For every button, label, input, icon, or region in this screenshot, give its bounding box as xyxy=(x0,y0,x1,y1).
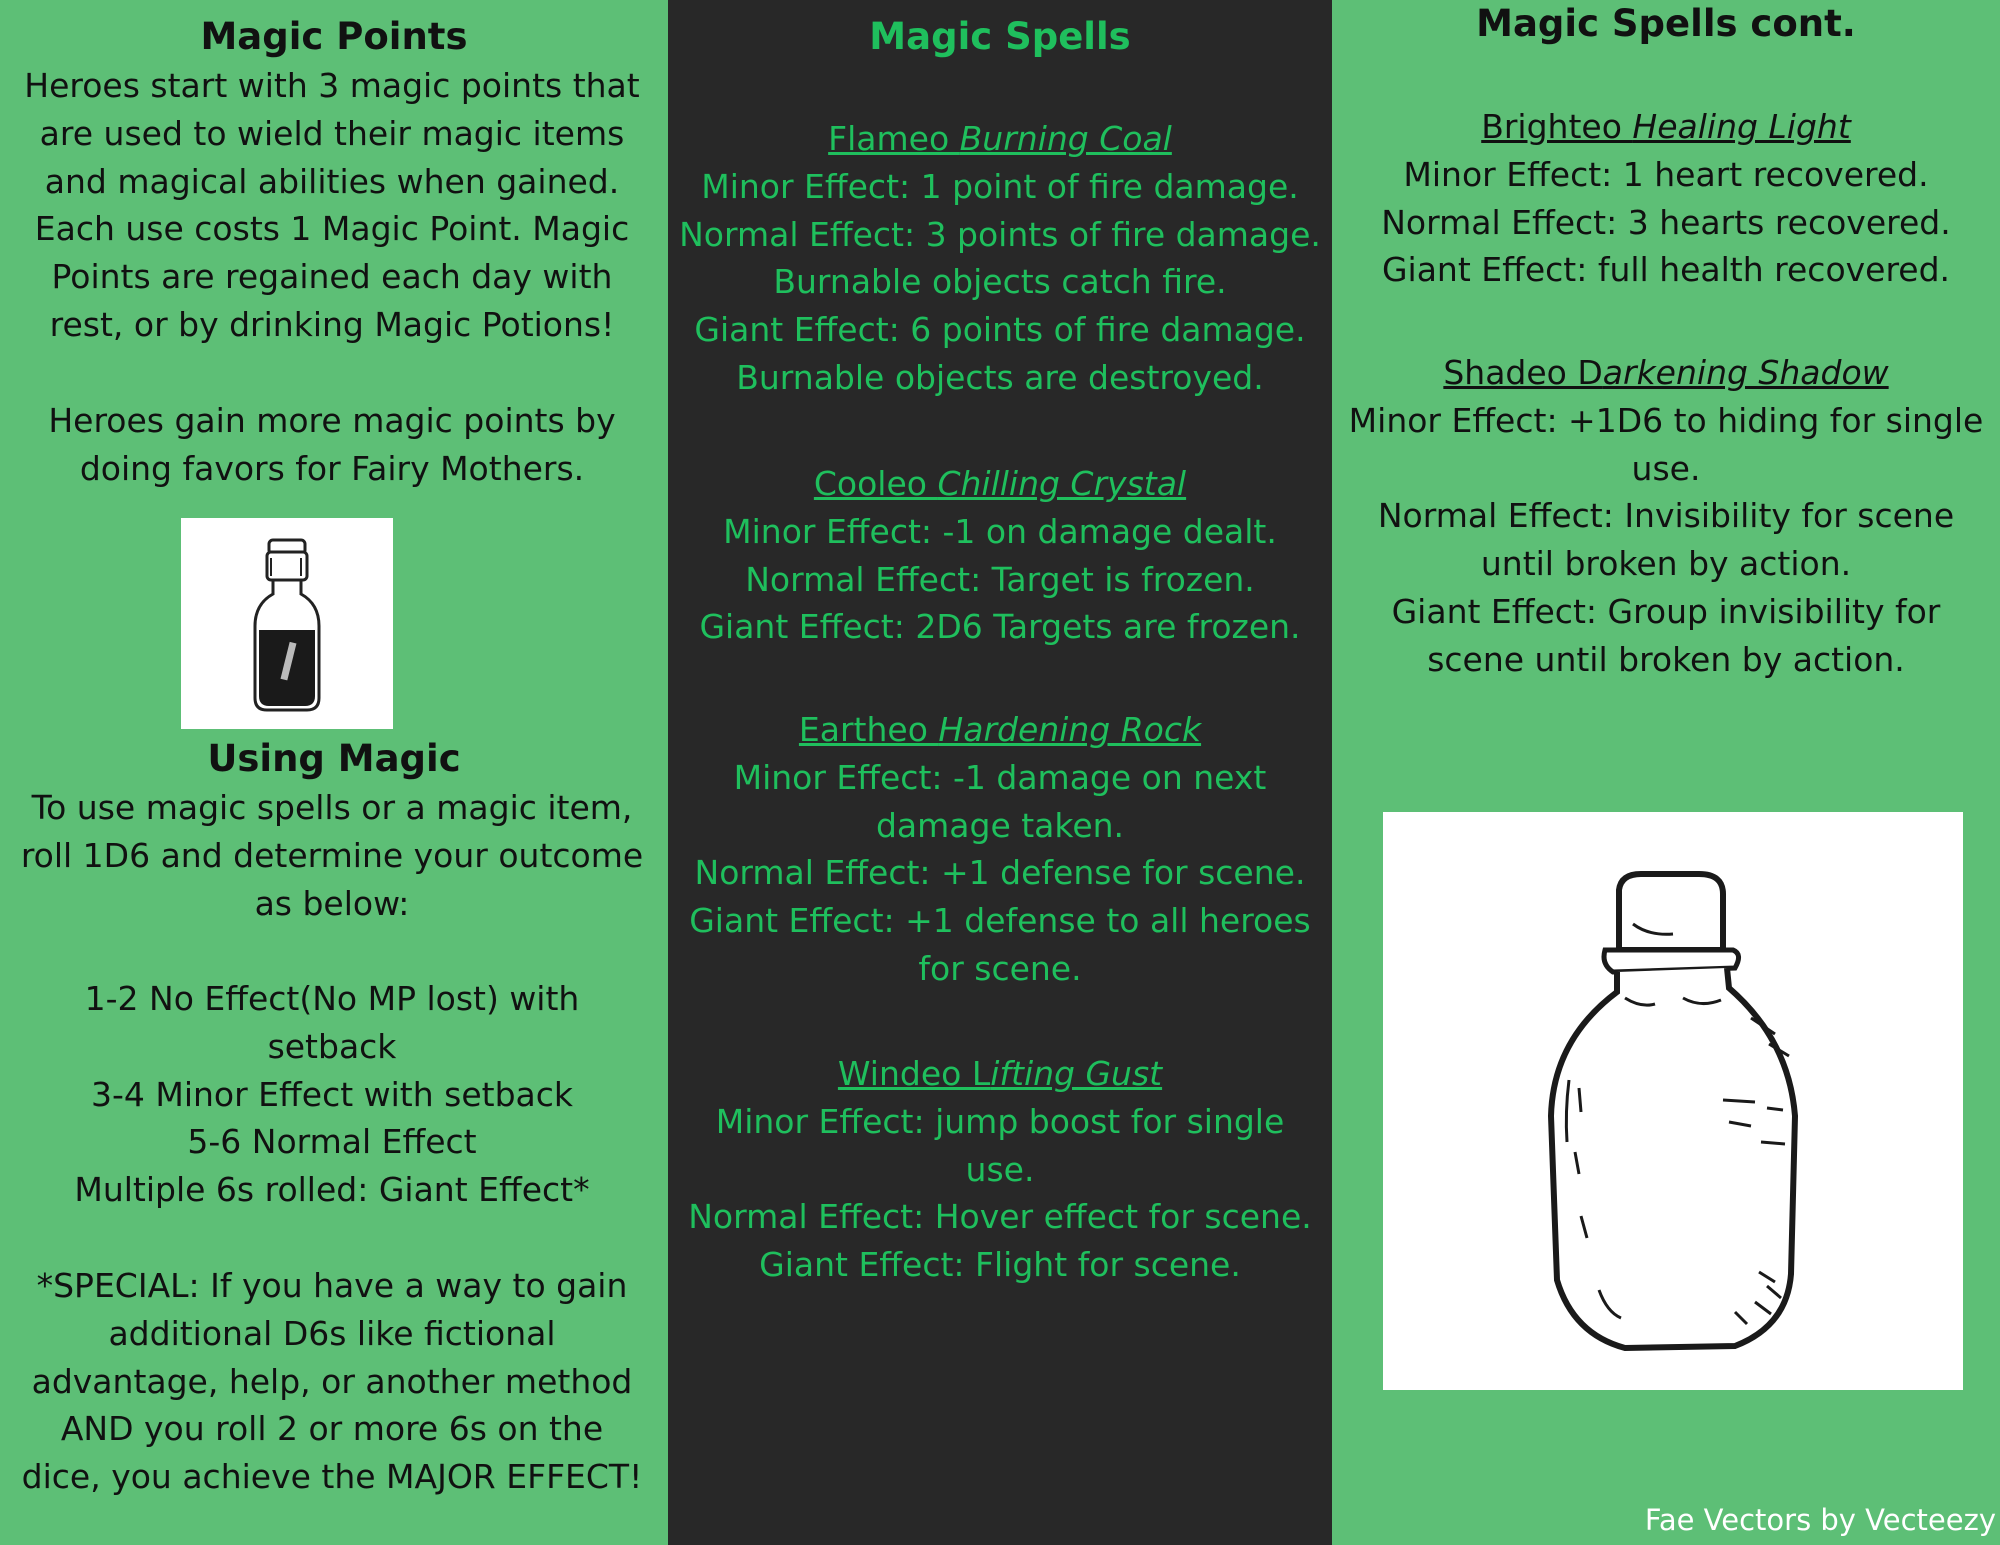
bottle-image xyxy=(1383,812,1963,1390)
magic-points-title: Magic Points xyxy=(200,15,468,58)
right-column xyxy=(1332,0,2000,1545)
spell-shadeo: Shadeo Darkening Shadow Minor Effect: +1D6 to hiding for single use. Normal Effect: Invisibility for scene until broken by action. Giant Effect: Group invisibility for scene until broken by action. xyxy=(1348,353,1984,679)
list-item: 5-6 Normal Effect xyxy=(187,1122,477,1162)
outcome-list xyxy=(0,975,664,1214)
special-paragraph: *SPECIAL: If you have a way to gain additional D6s like fictional advantage, help, or another method AND you roll 2 or more 6s on the dice, you achieve the MAJOR EFFECT! xyxy=(21,1266,643,1497)
spell-cooleo: Cooleo Chilling Crystal Minor Effect: -1 on damage dealt. Normal Effect: Target is frozen. Giant Effect: 2D6 Targets are frozen. xyxy=(699,464,1301,647)
spell-eartheo: Eartheo Hardening Rock Minor Effect: -1 damage on next damage taken. Normal Effect: +1 defense for scene. Giant Effect: +1 defense to all heroes for scene. xyxy=(689,710,1311,988)
spell-flameo: Flameo Burning Coal Minor Effect: 1 point of fire damage. Normal Effect: 3 points of fire damage. Burnable objects catch fire. Giant Effect: 6 points of fire damage. Burnable objects are destroyed. xyxy=(679,119,1321,397)
spell-name: Flameo Burning Coal xyxy=(828,119,1172,158)
small-potion-bottle-icon xyxy=(181,518,393,729)
using-magic-title: Using Magic xyxy=(207,737,461,780)
spell-name: Brighteo Healing Light xyxy=(1481,107,1851,146)
magic-spells-title: Magic Spells xyxy=(869,15,1131,58)
list-item: setback xyxy=(267,1026,397,1066)
spell-brighteo: Brighteo Healing Light Minor Effect: 1 heart recovered. Normal Effect: 3 hearts recovered. Giant Effect: full health recovered. xyxy=(1381,107,1951,290)
using-magic-paragraph: To use magic spells or a magic item, roll 1D6 and determine your outcome as below: xyxy=(20,788,644,923)
left-column xyxy=(0,0,668,1545)
potion-image xyxy=(181,518,393,729)
list-item: Multiple 6s rolled: Giant Effect* xyxy=(74,1170,590,1210)
list-item: 1-2 No Effect(No MP lost) with xyxy=(84,979,580,1018)
spell-name: Eartheo Hardening Rock xyxy=(798,710,1202,749)
magic-points-paragraph: Heroes start with 3 magic points that are used to wield their magic items and magical abilities when gained. Each use costs 1 Magic Point. Magic Points are regained each day with rest, or by drinking Magic Potions! xyxy=(24,66,640,344)
list-item: 3-4 Minor Effect with setback xyxy=(90,1074,573,1114)
spell-name: Shadeo Darkening Shadow xyxy=(1443,353,1889,392)
credit-text: Fae Vectors by Vecteezy xyxy=(1644,1503,1996,1537)
spell-windeo: Windeo Lifting Gust Minor Effect: jump boost for single use. Normal Effect: Hover effect for scene. Giant Effect: Flight for scene. xyxy=(688,1054,1312,1285)
more-points-paragraph: Heroes gain more magic points by doing favors for Fairy Mothers. xyxy=(48,401,616,488)
spell-name: Windeo Lifting Gust xyxy=(837,1054,1163,1093)
magic-spells-cont-title: Magic Spells cont. xyxy=(1476,2,1856,45)
spell-name: Cooleo Chilling Crystal xyxy=(813,464,1187,503)
large-corked-bottle-icon xyxy=(1383,812,1963,1390)
middle-column xyxy=(668,0,1332,1545)
